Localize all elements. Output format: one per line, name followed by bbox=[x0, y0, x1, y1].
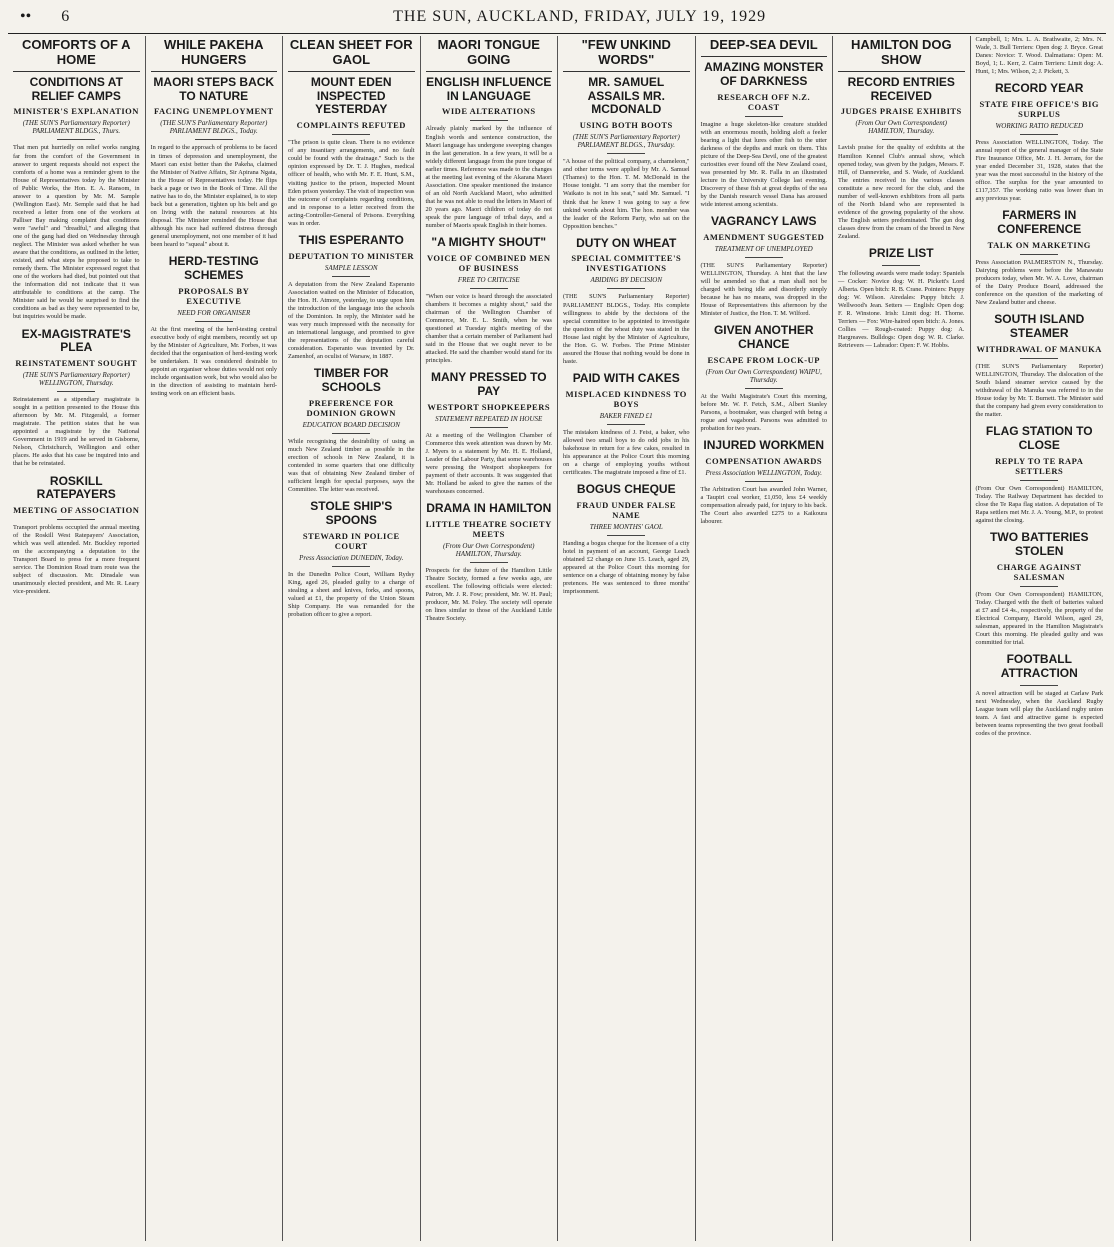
article bbox=[426, 36, 553, 230]
article-headline: MOUNT EDEN INSPECTED YESTERDAY bbox=[310, 74, 392, 117]
article-body: Handing a bogus cheque for the licensee of a city hotel in payment of an account, George Leach obtained £2 change on June 15. Leach, aged 29, appeared at the Police Court this morning for sentence on a charge of obtaining money by false pretences. He was sentenced to three months' imprisonment. bbox=[563, 539, 690, 596]
article-body: Press Association WELLINGTON, Today. The annual report of the general manager of the State Fire Insurance Office, Mr. J. H. Jerram, for the year ended December 31, 1928, states that the year was the most successful in the history of the office. The surplus for the year amounted to £117,357. The working ratio was lower than in any previous year. bbox=[975, 139, 1103, 203]
article-body: While recognising the desirability of using as much New Zealand timber as possible in the erection of schools in New Zealand, it is contended in some quarters that one difficulty was that of obtaining New Zealand timber of sufficient length for special purposes, says the Committee. The letter was received. bbox=[288, 437, 415, 493]
article-subheadline: REINSTATEMENT SOUGHT bbox=[15, 358, 138, 369]
divider bbox=[1020, 254, 1058, 255]
article-subheadline: WITHDRAWAL OF MANUKA bbox=[976, 343, 1102, 354]
article bbox=[838, 36, 965, 241]
article-subheadline: STATE FIRE OFFICE'S BIG SURPLUS bbox=[979, 99, 1100, 120]
article-byline: (From Our Own Correspondent) HAMILTON, Thursday. bbox=[855, 119, 947, 136]
article-subheadline: STEWARD IN POLICE COURT bbox=[302, 530, 400, 551]
article bbox=[976, 82, 1104, 203]
divider bbox=[332, 433, 370, 434]
article-body: Reinstatement as a stipendiary magistrate is sought in a petition presented to the House this afternoon by Mr. M. Fitzgerald, a former magistrate. The petition states that he was appointed a magistrate by the National Government in 1919 and he served in Gisborne, Nelson, Christchurch, Wellington and other places. He asks that his case be inquired into and that he be reinstated. bbox=[13, 396, 140, 468]
article-body: Press Association PALMERSTON N., Thursday. Dairying problems were before the Manawatu producers today, when Mr. W. A. Love, chairman of the Dairy Produce Board, addressed the conference on the question of the marketing of New Zealand butter and cheese. bbox=[975, 259, 1103, 307]
article-kicker: COMFORTS OF A HOME bbox=[13, 36, 140, 72]
divider bbox=[470, 288, 508, 289]
article bbox=[151, 36, 278, 249]
article-body: "The prison is quite clean. There is no evidence of any insanitary arrangements, and no fault could be found with the drainage." Such is the opinion expressed by Dr. T. J. Hughes, medical officer of health, who with Mr. F. E. Hunt, S.M., visiting justice to the prison, inspected Mount Eden prison yesterday. The visit of inspection was the outcome of complaints regarding conditions, and in response to a letter received from the acting-Controller-General of Prisons. Everything was in order. bbox=[288, 139, 415, 227]
article-subheadline: WIDE ALTERATIONS bbox=[441, 106, 536, 117]
article-headline: DRAMA IN HAMILTON bbox=[426, 501, 552, 516]
article-body: Transport problems occupied the annual meeting of the Roskill West Ratepayers' Association, which was well attended. Mr. Buckley reported on the accompanying a deputation to the Transport Board to press for a more frequent service. The Dominion Road tram route was the subject of discussion. Mr. Dinsdale was unanimously elected president, and Mr. R. Leary vice-president. bbox=[13, 524, 140, 596]
masthead bbox=[0, 0, 1114, 34]
article-byline: (From Our Own Correspondent) WAIPU, Thursday. bbox=[705, 367, 822, 384]
article-headline: FARMERS IN CONFERENCE bbox=[997, 208, 1082, 237]
divider bbox=[745, 257, 783, 258]
article bbox=[563, 36, 690, 231]
article-body: Prospects for the future of the Hamilton Little Theatre Society, formed a few weeks ago, are excellent. The following officials were elected: Patron, Mr. J. R. Fow; president, Mr. W. H. Paul; producer, Mr. M. Foley. The society will operate on lines similar to those of the Auckland Little Theatre Society. bbox=[425, 567, 552, 623]
divider bbox=[332, 134, 370, 135]
article-headline: MANY PRESSED TO PAY bbox=[430, 370, 547, 399]
article-subheadline: VOICE OF COMBINED MEN OF BUSINESS bbox=[426, 252, 551, 273]
article-headline: RECORD YEAR bbox=[995, 81, 1084, 96]
divider bbox=[470, 562, 508, 563]
article bbox=[838, 247, 965, 350]
article-kicker: WHILE PAKEHA HUNGERS bbox=[151, 36, 278, 72]
page-number: 6 bbox=[61, 8, 70, 25]
article-kicker: CLEAN SHEET FOR GAOL bbox=[288, 36, 415, 72]
article bbox=[976, 531, 1104, 647]
article-headline: "A MIGHTY SHOUT" bbox=[431, 235, 547, 250]
article-byline: Press Association DUNEDIN, Today. bbox=[299, 553, 404, 562]
article-byline: (THE SUN'S Parliamentary Reporter) WELLINGTON, Thursday. bbox=[22, 371, 130, 388]
article bbox=[151, 255, 278, 398]
newspaper-columns bbox=[8, 36, 1108, 1241]
article-byline: BAKER FINED £1 bbox=[599, 411, 653, 420]
masthead-rule bbox=[8, 33, 1106, 34]
article bbox=[13, 328, 140, 469]
article-headline: EX-MAGISTRATE'S PLEA bbox=[21, 326, 131, 355]
article-byline: Press Association WELLINGTON, Today. bbox=[705, 468, 822, 477]
article-byline: THREE MONTHS' GAOL bbox=[589, 522, 663, 531]
article-byline: FREE TO CRITICISE bbox=[457, 275, 520, 284]
article-byline: ABIDING BY DECISION bbox=[590, 276, 663, 285]
article-subheadline: MISPLACED KINDNESS TO BOYS bbox=[565, 388, 687, 409]
article-byline: (THE SUN'S Parliamentary Reporter) PARLIAMENT BLDGS., Thurs. bbox=[22, 119, 130, 136]
article-body: "A house of the political company, a chameleon," and other terms were applied by Mr. A. Samuel (Thames) to the Hon. T. M. McDonald in the House tonight. "I am sorry that the member for Waikato is not in his seat," said Mr. Samuel. "I think that he knew I was going to say a few unkind words about him. The hon. member was the leader of the Reform Party, who sat on the Opposition benches." bbox=[563, 158, 690, 230]
article-body: The following awards were made today: Spaniels — Cocker: Novice dog: W. H. Pickett's Lord Alberta. Open bitch: R. B. Crane. Pointers: Puppy dog: W. Wilson. Airedales: Puppy bitch: J. Wellwood's Jean. Setters — English: Open dog: F. R. Winstone. Irish: Limit dog: H. Thorne. Terriers — Fox: Wire-haired open bitch: A. Jones. Collies — Rough-coated: Puppy dog: A. Hargreaves. Bulldogs: Open dog: W. R. Clarke. Retrievers — Labrador: Open: F. W. Hobbs. bbox=[838, 269, 965, 350]
article-body: Campbell, 1; Mrs. L. A. Brathwaite, 2; Mrs. N. Wade, 3. Bull Terriers: Open dog: J. Bryce. Great Danes: Novice: T. Wood. Dalmatians: Open: M. Boyd, 1; L. Kerr, 2. Cairn Terriers: Limit dog: A. Hunt, 1; Mrs. Wilson, 2; J. Pickett, 3. bbox=[975, 36, 1103, 76]
article-headline: MAORI STEPS BACK TO NATURE bbox=[153, 74, 275, 103]
divider bbox=[195, 321, 233, 322]
article-subheadline: PROPOSALS BY EXECUTIVE bbox=[178, 285, 250, 306]
column-4 bbox=[421, 36, 559, 1241]
article-subheadline: COMPENSATION AWARDS bbox=[705, 455, 823, 466]
article-body: The mistaken kindness of J. Feist, a baker, who allowed two small boys to do odd jobs in his bakehouse in return for a few cakes, resulted in his appearance at the Police Court this morning on a charge of employing youths without certificates. The magistrate imposed a fine of £1. bbox=[563, 428, 690, 476]
divider bbox=[195, 139, 233, 140]
article-headline: FLAG STATION TO CLOSE bbox=[985, 424, 1093, 452]
article bbox=[563, 372, 690, 477]
divider bbox=[1020, 134, 1058, 135]
article-body: Imagine a huge skeleton-like creature studded with an enormous mouth, holding aloft a feeler bearing a light that lures other fish to the utter darkness of the depths and murk on them. This picture of the Deep-Sea Devil, one of the greatest curiosities ever found off the New Zealand coast, was presented by Mr. R. Falla in an illustrated lecture in the University College last evening. Discovery of these fish at great depths of the sea by the Danish research vessel Dana has aroused wide interest among scientists. bbox=[700, 120, 827, 208]
column-3 bbox=[283, 36, 421, 1241]
article-subheadline: RESEARCH OFF N.Z. COAST bbox=[717, 91, 811, 112]
article bbox=[563, 483, 690, 596]
article-body: At the first meeting of the herd-testing central executive body of eight members, recently set up by the Minister of Agriculture, Mr. Forbes, it was decided that the organisation of herd-testing work be undertaken. It was considered desirable to appoint an organiser whose duties would not only include organisation work, but who would also be in the direction of assisting to maintain herd-testing work on an efficient basis. bbox=[150, 325, 277, 398]
article-body: The Arbitration Court has awarded John Warner, a Taupiri coal worker, £1,050, less £4 weekly compensation already paid, for injury to his back. The Court also awarded £275 to a Kaikoura labourer. bbox=[700, 485, 827, 525]
article-body: (From Our Own Correspondent) HAMILTON, Today. Charged with the theft of batteries valued at £7 and £4 4s., respectively, the property of the Electrical Company, Harold Wilson, aged 29, salesman, appeared in the Hamilton Magistrate's Court this morning. He pleaded guilty and was committed for trial. bbox=[975, 590, 1103, 646]
article bbox=[701, 215, 828, 318]
article-subheadline: CHARGE AGAINST SALESMAN bbox=[996, 561, 1082, 582]
article-kicker: MAORI TONGUE GOING bbox=[426, 36, 553, 72]
article-body: That men put hurriedly on relief works ranging far from the comfort of the Government in answer to urgent requests should not expect the comforts of a home was a reminder given to the House of Representatives today by the Minister of Public Works, the Hon. E. A. Ransom, in answer to a question by Mr. M. Sample (Wellington East). Mr. Semple said that he had received a letter from one of the workers at Palliser Bay making complaint that conditions were "awful" and "dreadful," and alleging that one of the gang had died on Wednesday through neglect. The Minister was asked whether he was aware that the conditions, as outlined in the letter, existed, and what steps he proposed to take to remedy them. The Minister expressed regret that one of the workers had died, but pointed out that the information did not indicate that it was attributable to conditions at the camp. The Minister said he would be surprised to find the conditions as bad as they were represented to be, but inquiries would be made. bbox=[13, 144, 140, 321]
article-byline: (THE SUN'S Parliamentary Reporter) PARLIAMENT BLDGS., Thursday. bbox=[572, 133, 680, 150]
article bbox=[426, 502, 553, 623]
article-headline: STOLE SHIP'S SPOONS bbox=[310, 498, 393, 527]
column-8 bbox=[971, 36, 1109, 1241]
divider bbox=[745, 116, 783, 117]
divider bbox=[1020, 586, 1058, 587]
article-headline: ENGLISH INFLUENCE IN LANGUAGE bbox=[426, 74, 552, 103]
divider bbox=[57, 519, 95, 520]
article-headline: AMAZING MONSTER OF DARKNESS bbox=[704, 59, 824, 88]
article-subheadline: AMENDMENT SUGGESTED bbox=[703, 231, 825, 242]
newspaper-title: THE SUN, AUCKLAND, FRIDAY, JULY 19, 1929 bbox=[393, 8, 767, 25]
divider bbox=[607, 535, 645, 536]
article-subheadline: JUDGES PRAISE EXHIBITS bbox=[840, 106, 962, 117]
article-subheadline: MEETING OF ASSOCIATION bbox=[13, 505, 140, 516]
article-subheadline: SPECIAL COMMITTEE'S INVESTIGATIONS bbox=[571, 253, 682, 274]
article-headline: GIVEN ANOTHER CHANCE bbox=[713, 323, 814, 351]
article-subheadline: ESCAPE FROM LOCK-UP bbox=[707, 354, 820, 365]
divider bbox=[470, 427, 508, 428]
article-subheadline: LITTLE THEATRE SOCIETY MEETS bbox=[425, 519, 552, 540]
article-byline: STATEMENT REPEATED IN HOUSE bbox=[435, 414, 543, 423]
divider bbox=[57, 139, 95, 140]
article bbox=[288, 234, 415, 361]
divider bbox=[882, 265, 920, 266]
article-headline: BOGUS CHEQUE bbox=[576, 481, 676, 496]
divider bbox=[470, 120, 508, 121]
article-headline: ROSKILL RATEPAYERS bbox=[36, 473, 116, 502]
article-headline: RECORD ENTRIES RECEIVED bbox=[847, 74, 955, 103]
article-byline: EDUCATION BOARD DECISION bbox=[302, 420, 400, 429]
article-subheadline: USING BOTH BOOTS bbox=[579, 120, 673, 131]
article-subheadline: MINISTER'S EXPLANATION bbox=[13, 106, 139, 117]
column-1 bbox=[8, 36, 146, 1241]
article-headline: TIMBER FOR SCHOOLS bbox=[313, 366, 389, 394]
column-2 bbox=[146, 36, 284, 1241]
article-byline: SAMPLE LESSON bbox=[324, 263, 378, 272]
article bbox=[288, 500, 415, 619]
article-subheadline: DEPUTATION TO MINISTER bbox=[288, 250, 415, 261]
article-headline: SOUTH ISLAND STEAMER bbox=[994, 312, 1085, 341]
article bbox=[426, 371, 553, 496]
divider bbox=[332, 276, 370, 277]
article bbox=[701, 36, 828, 209]
article bbox=[426, 236, 553, 365]
article-body: In the Dunedin Police Court, William Rydsy King, aged 26, pleaded guilty to a charge of stealing a sheet and knives, forks, and spoons, valued at £1, the property of the Union Steam Ship Company. He was remanded for the probation officer to give a report. bbox=[288, 570, 415, 618]
article bbox=[976, 209, 1104, 307]
divider bbox=[1020, 685, 1058, 686]
article bbox=[976, 36, 1104, 76]
article-kicker: HAMILTON DOG SHOW bbox=[838, 36, 965, 72]
article-headline: TWO BATTERIES STOLEN bbox=[990, 530, 1089, 558]
article-kicker: DEEP-SEA DEVIL bbox=[701, 36, 828, 57]
article bbox=[13, 36, 140, 322]
divider bbox=[882, 139, 920, 140]
article-subheadline: PREFERENCE FOR DOMINION GROWN bbox=[306, 397, 396, 418]
article bbox=[976, 313, 1104, 419]
article-body: (From Our Own Correspondent) HAMILTON, Today. The Railway Department has decided to close the Te Rapa flag station. A deputation of Te Rapa settlers met Mr. J. A. Young, M.P., to protest against the closing. bbox=[975, 484, 1103, 524]
article-byline: (THE SUN'S Parliamentary Reporter) PARLIAMENT BLDGS., Today. bbox=[160, 119, 268, 136]
column-5 bbox=[558, 36, 696, 1241]
article-headline: PAID WITH CAKES bbox=[572, 370, 680, 385]
article bbox=[288, 367, 415, 494]
article-body: (THE SUN'S Parliamentary Reporter) PARLIAMENT BLDGS., Today. His complete willingness to abide by the decisions of the special committee to be appointed to investigate the question of the wheat duty was stated in the House last night by the Minister of Agriculture, the Hon. G. W. Forbes. The Prime Minister assured the House that nothing would be done in haste. bbox=[563, 293, 690, 365]
article-body: At a meeting of the Wellington Chamber of Commerce this week attention was drawn by Mr. J. Myers to a statement by Mr. H. E. Holland, Leader of the Labour Party, that some warehouses were pressing the Westport shopkeepers for payment of their accounts. It was suggested that Mr. Holland be asked to give the names of the warehouses concerned. bbox=[425, 431, 552, 496]
divider bbox=[607, 153, 645, 154]
article-body: A novel attraction will be staged at Carlaw Park next Wednesday, when the Auckland Rugby League team will play the Auckland rugby union team. A fast and attractive game is expected between teams representing the two great football codes of the province. bbox=[975, 689, 1103, 737]
article-byline: TREATMENT OF UNEMPLOYED bbox=[714, 244, 813, 253]
article-subheadline: FACING UNEMPLOYMENT bbox=[153, 106, 274, 117]
article-headline: INJURED WORKMEN bbox=[703, 438, 825, 452]
divider bbox=[607, 424, 645, 425]
article-subheadline: WESTPORT SHOPKEEPERS bbox=[427, 401, 551, 412]
article-body: A deputation from the New Zealand Esperanto Association waited on the Minister of Education, the Hon. H. Atmore, yesterday, to urge upon him the introduction of the language into the schools of the Dominion. In reply, the Minister said he was very much impressed with the necessity for an international language, and promised to give the representations of the deputation careful consideration. Esperanto was invented by Dr. Zamenhof, an oculist of Warsaw, in 1887. bbox=[288, 280, 415, 360]
divider bbox=[1020, 480, 1058, 481]
article-body: "When our voice is heard through the associated chambers it becomes a mighty shout," said the chairman of the Wellington Chamber of Commerce, Mr. E. L. Smith, when he was questioned at Tuesday night's meeting of the chamber that a certain member of Parliament had said in the House that we ought never to be attacked. He said the chamber would stand for its principles. bbox=[425, 292, 552, 365]
article-headline: VAGRANCY LAWS bbox=[710, 214, 817, 229]
divider bbox=[332, 566, 370, 567]
article-body: In regard to the approach of problems to be faced in times of depression and unemployment, the Maori can exist better than the Pakeha, claimed the Minister of Native Affairs, Sir Apirana Ngata, in the House of Representatives today. He flips back a page or two in the Book of Time. All the native has to do, the Minister explained, is to step back but a generation, tighten up his belt and go on living with the natural resources at his disposal. The Minister reminded the House that although his race had suffered distress through general unemployment, not one member of it had been heard to "squeal" about it. bbox=[150, 144, 277, 249]
article bbox=[563, 237, 690, 366]
article-headline: HERD-TESTING SCHEMES bbox=[168, 254, 259, 282]
divider bbox=[607, 288, 645, 289]
article-body: (THE SUN'S Parliamentary Reporter) WELLINGTON, Thursday. The dislocation of the South Island steamer service caused by the withdrawal of the Manuka was referred to in the House today by Mr. T. Burnett. The Minister said that the company had given every consideration to the matter. bbox=[975, 362, 1103, 419]
article bbox=[976, 425, 1104, 525]
column-7 bbox=[833, 36, 971, 1241]
article-byline: NEED FOR ORGANISER bbox=[177, 308, 251, 317]
article-byline: WORKING RATIO REDUCED bbox=[995, 122, 1084, 131]
article bbox=[13, 475, 140, 597]
article-kicker: "FEW UNKIND WORDS" bbox=[563, 36, 690, 72]
divider bbox=[745, 388, 783, 389]
divider bbox=[1020, 358, 1058, 359]
divider bbox=[745, 481, 783, 482]
article bbox=[701, 439, 828, 526]
article-headline: CONDITIONS AT RELIEF CAMPS bbox=[29, 74, 123, 103]
column-6 bbox=[696, 36, 834, 1241]
article-subheadline: REPLY TO TE RAPA SETTLERS bbox=[995, 455, 1084, 476]
article bbox=[976, 653, 1104, 738]
article bbox=[288, 36, 415, 228]
divider bbox=[57, 391, 95, 392]
article-byline: (From Our Own Correspondent) HAMILTON, Thursday. bbox=[443, 542, 535, 559]
article-headline: DUTY ON WHEAT bbox=[576, 235, 677, 250]
article-body: Lavish praise for the quality of exhibits at the Hamilton Kennel Club's annual show, which opened today, was given by the judges, Messrs. F. Hill, of Dannevirke, and S. Wade, of Auckland. The entries received in the various classes constitute a new record for the club, and the number of well-known exhibitors from all parts of the North Island who are represented is evidence of the growing popularity of the show. The English setters predominated. The gun dog classes drew from the cream of the breed in New Zealand. bbox=[838, 144, 965, 240]
article-subheadline: FRAUD UNDER FALSE NAME bbox=[576, 499, 676, 520]
article-subheadline: TALK ON MARKETING bbox=[987, 240, 1091, 250]
article-headline: PRIZE LIST bbox=[868, 246, 934, 261]
article-headline: THIS ESPERANTO bbox=[298, 232, 404, 247]
article-body: Already plainly marked by the influence of English words and sentence construction, the Maori language has undergone sweeping changes in the last generation. In a few years, it will be a widely different language from the pure tongue of earlier times. Reference was made to the changes at the meeting last evening of the Akarana Maori Association. One speaker mentioned the instance of an old North Auckland Maori, who admitted that he was not able to read the letters in Maori of 20 years ago. Maori children of today do not speak the pure language of tribal days, and a number of Maoris speak English in their homes. bbox=[425, 125, 552, 230]
article-body: (THE SUN'S Parliamentary Reporter) WELLINGTON, Thursday. A hint that the law will be amended so that a man shall not be charged with being idle and disorderly simply because he has no means, was dropped in the House of Representatives this afternoon by the Minister of Justice, the Hon. T. M. Wilford. bbox=[700, 261, 827, 318]
article-subheadline: COMPLAINTS REFUTED bbox=[296, 120, 406, 131]
article-body: At the Waihi Magistrate's Court this morning, before Mr. W. F. Fetch, S.M., Albert Stanley Parsons, a bootmaker, was charged with being a rogue and vagabond. Parsons was admitted to probation for two years. bbox=[700, 392, 827, 432]
article-headline: FOOTBALL ATTRACTION bbox=[1000, 651, 1078, 680]
article bbox=[701, 324, 828, 433]
article-headline: MR. SAMUEL ASSAILS MR. MCDONALD bbox=[587, 74, 665, 117]
corner-mark: •• bbox=[20, 8, 32, 25]
